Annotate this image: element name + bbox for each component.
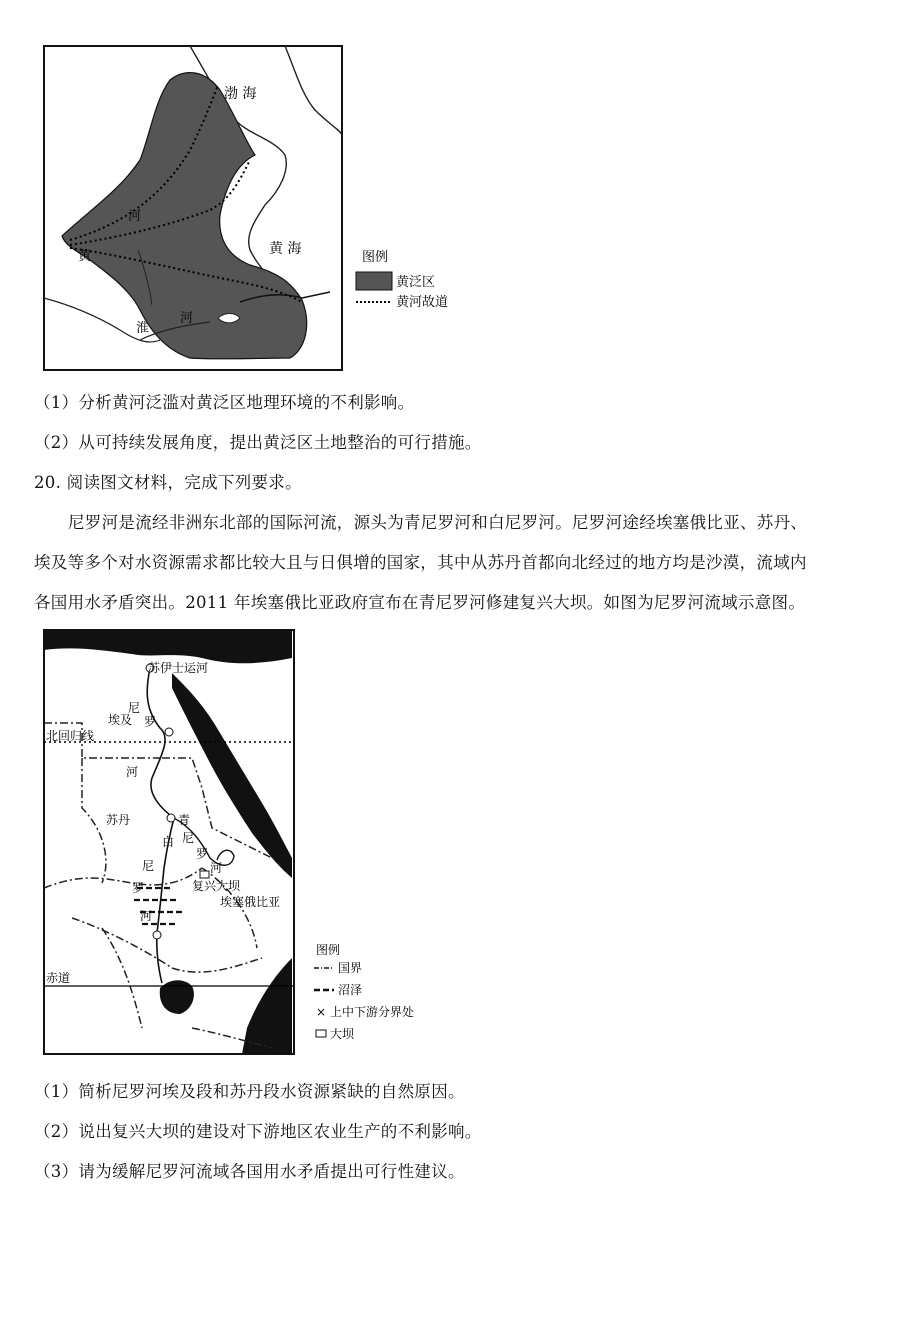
label-suez: 苏伊士运河	[148, 661, 209, 675]
legend2-boundary-icon: ×	[316, 1005, 327, 1019]
q20-para-line1: 尼罗河是流经非洲东北部的国际河流，源头为青尼罗河和白尼罗河。尼罗河途经埃塞俄比亚、苏丹、	[68, 513, 808, 532]
legend-swatch-flood	[356, 272, 392, 290]
label-dam: 复兴大坝	[192, 879, 241, 893]
legend-title: 图例	[362, 250, 389, 265]
q20-sub3: （3）请为缓解尼罗河流域各国用水矛盾提出可行性建议。	[34, 1162, 465, 1181]
legend2-border-label: 国界	[338, 961, 363, 975]
legend-flood-label: 黄泛区	[396, 275, 436, 290]
q20-heading: 20. 阅读图文材料，完成下列要求。	[34, 473, 302, 492]
label-ethiopia: 埃塞俄比亚	[220, 895, 281, 909]
label-qing: 青	[178, 813, 191, 827]
legend2-boundary-label: 上中下游分界处	[330, 1005, 415, 1019]
q20-para-line2: 埃及等多个对水资源需求都比较大且与日俱增的国家，其中从苏丹首都向北经过的地方均是沙漠，流域内	[34, 553, 807, 572]
yellow-river-map	[40, 40, 470, 376]
label-sudan: 苏丹	[106, 813, 131, 827]
legend-oldcourse-label: 黄河故道	[396, 295, 449, 310]
label-he3: 河	[140, 909, 153, 923]
label-ni: 尼	[128, 701, 141, 715]
q20-sub1: （1）简析尼罗河埃及段和苏丹段水资源紧缺的自然原因。	[34, 1082, 465, 1101]
label-he2: 河	[210, 861, 223, 875]
label-aiji: 埃及	[108, 713, 133, 727]
label-bohai: 渤 海	[224, 86, 257, 102]
label-ni2: 尼	[182, 831, 195, 845]
q19-sub2: （2）从可持续发展角度，提出黄泛区土地整治的可行措施。	[34, 433, 482, 452]
label-he: 河	[126, 765, 139, 779]
label-huang: 黄	[78, 249, 92, 264]
q20-para-line3: 各国用水矛盾突出。2011 年埃塞俄比亚政府宣布在青尼罗河修建复兴大坝。如图为尼罗河流域示意图。	[34, 593, 806, 612]
label-luo3: 罗	[132, 881, 145, 895]
legend2-dam-icon	[316, 1030, 326, 1037]
q20-sub2: （2）说出复兴大坝的建设对下游地区农业生产的不利影响。	[34, 1122, 482, 1141]
label-huanghai: 黄 海	[269, 241, 302, 257]
label-luo: 罗	[144, 715, 157, 729]
legend2-title: 图例	[316, 943, 341, 957]
q19-sub1: （1）分析黄河泛滥对黄泛区地理环境的不利影响。	[34, 393, 415, 412]
label-equator: 赤道	[46, 971, 71, 985]
label-tropic: 北回归线	[46, 729, 95, 743]
legend2-swamp-label: 沼泽	[338, 983, 363, 997]
label-he2: 河	[180, 311, 194, 326]
label-luo2: 罗	[196, 847, 209, 861]
nile-basin-map	[42, 628, 452, 1058]
label-ni3: 尼	[142, 859, 155, 873]
legend2-dam-label: 大坝	[330, 1027, 355, 1041]
label-huai: 淮	[136, 321, 150, 336]
label-bai: 白	[162, 835, 175, 849]
label-he: 河	[128, 209, 142, 224]
